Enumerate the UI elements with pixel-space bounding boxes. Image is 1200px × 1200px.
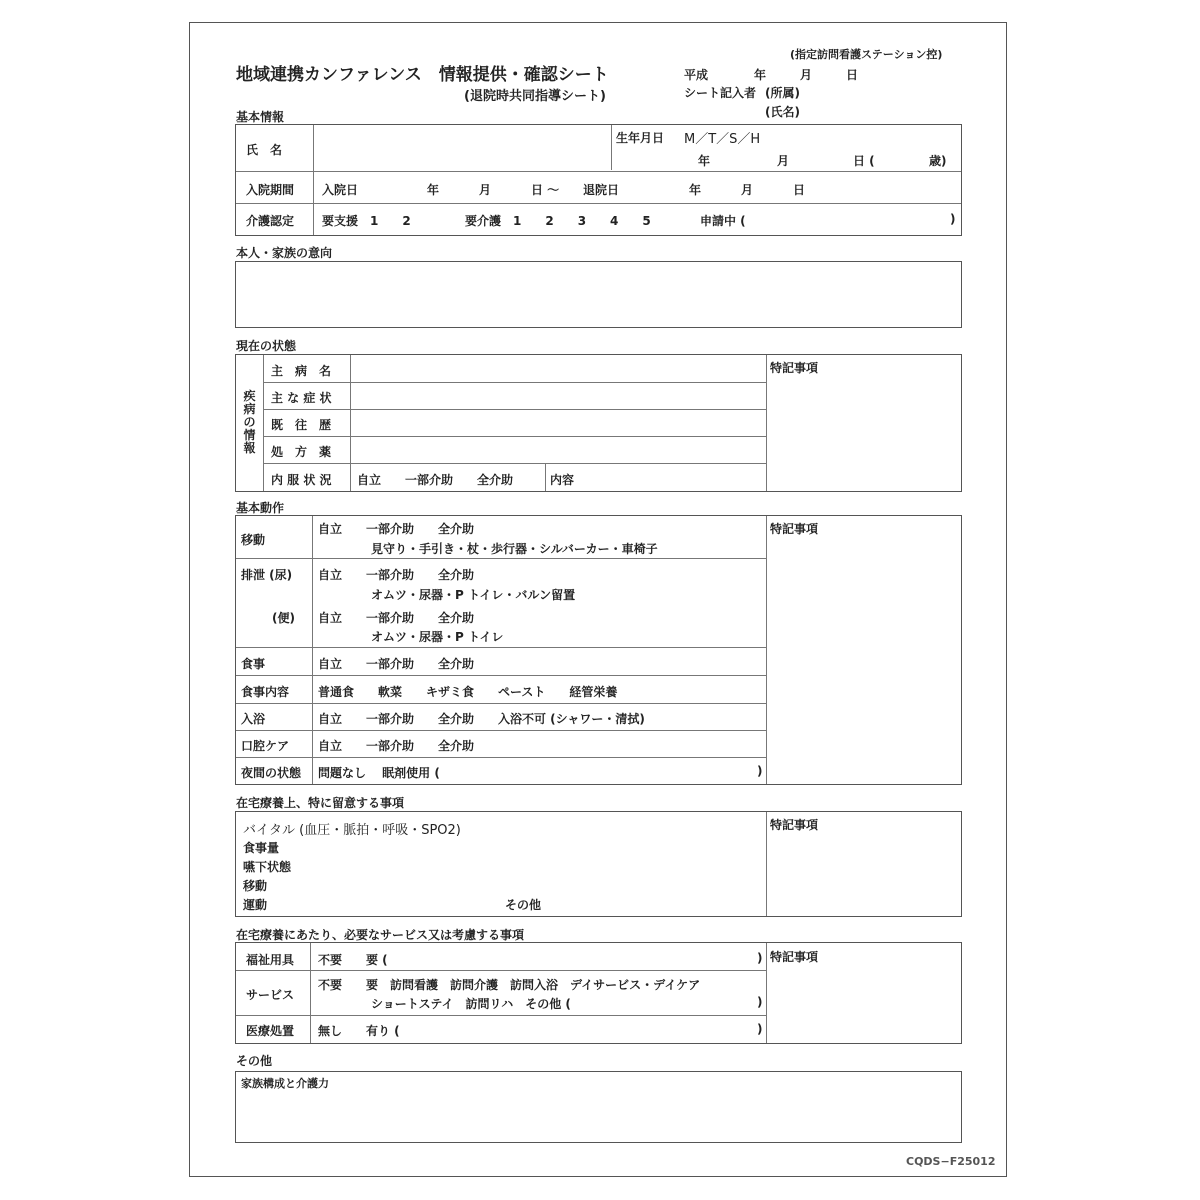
care-cert-label: 介護認定 — [246, 214, 295, 228]
medical-options[interactable]: 無し 有り ( — [318, 1024, 400, 1038]
intent-field[interactable] — [235, 261, 962, 328]
night-state-options[interactable]: 問題なし 眠剤使用 ( — [318, 766, 440, 780]
age-unit: 歳) — [929, 154, 947, 168]
birth-era-options[interactable]: M／T／S／H — [684, 132, 761, 147]
exercise-label: 運動 — [243, 898, 268, 912]
intent-heading: 本人・家族の意向 — [236, 246, 333, 260]
discharge-month: 月 — [741, 183, 754, 197]
vital-signs-label: バイタル (血圧・脈拍・呼吸・SPO2) — [243, 823, 461, 838]
stool-aids[interactable]: オムツ・尿器・P トイレ — [371, 630, 504, 644]
admit-label: 入院日 — [322, 183, 359, 197]
row-prescription: 処 方 薬 — [271, 445, 332, 459]
applying-close: ) — [950, 212, 956, 226]
medical-procedure-label: 医療処置 — [246, 1024, 295, 1038]
move-aids[interactable]: 見守り・手引き・杖・歩行器・シルバーカー・車椅子 — [371, 542, 658, 556]
excretion-stool-label: (便) — [272, 611, 295, 625]
home-care-notes-label: 特記事項 — [770, 818, 819, 832]
basic-info-heading: 基本情報 — [236, 110, 285, 124]
meal-content-label: 食事内容 — [241, 685, 290, 699]
welfare-options[interactable]: 不要 要 ( — [318, 953, 388, 967]
writer-name-label: (氏名) — [765, 105, 800, 119]
bath-options[interactable]: 自立 一部介助 全介助 入浴不可 (シャワー・清拭) — [318, 712, 645, 726]
date-day: 日 — [846, 68, 859, 82]
birth-month-unit: 月 — [777, 154, 790, 168]
medication-options[interactable]: 自立 一部介助 全介助 — [357, 473, 514, 487]
meal-label: 食事 — [241, 657, 266, 671]
birth-day-unit: 日 ( — [853, 154, 875, 168]
patient-name-field[interactable] — [318, 128, 606, 166]
form-code: CQDS−F25012 — [906, 1155, 996, 1168]
affiliation-label: (所属) — [765, 86, 800, 100]
home-care-heading: 在宅療養上、特に留意する事項 — [236, 796, 405, 810]
admit-year: 年 — [427, 183, 440, 197]
welfare-equipment-label: 福祉用具 — [246, 953, 295, 967]
admit-day: 日 〜 — [531, 183, 560, 197]
welfare-close: ) — [757, 951, 763, 965]
admit-month: 月 — [479, 183, 492, 197]
discharge-year: 年 — [689, 183, 702, 197]
meal-amount-label: 食事量 — [243, 841, 280, 855]
date-year: 年 — [754, 68, 767, 82]
writer-label: シート記入者 — [684, 86, 757, 100]
care-level-options[interactable]: 要介護 1 2 3 4 5 — [465, 214, 651, 228]
disease-info-side-label: 疾病の情報 — [243, 389, 256, 455]
discharge-label: 退院日 — [583, 183, 620, 197]
date-era: 平成 — [684, 68, 709, 82]
form-subtitle: (退院時共同指導シート) — [464, 89, 606, 104]
motion-heading: 基本動作 — [236, 501, 285, 515]
applying-option[interactable]: 申請中 ( — [700, 214, 746, 228]
row-medication-status: 内 服 状 況 — [271, 473, 332, 487]
medical-close: ) — [757, 1022, 763, 1036]
oral-care-options[interactable]: 自立 一部介助 全介助 — [318, 739, 475, 753]
family-care-label: 家族構成と介護力 — [241, 1077, 329, 1090]
name-label: 氏 名 — [246, 143, 283, 157]
date-month: 月 — [800, 68, 813, 82]
medication-detail-label: 内容 — [550, 473, 575, 487]
urine-aids[interactable]: オムツ・尿器・P トイレ・バルン留置 — [371, 588, 576, 602]
swallow-label: 嚥下状態 — [243, 860, 292, 874]
birth-year-unit: 年 — [698, 154, 711, 168]
other-heading: その他 — [236, 1054, 273, 1068]
service-options-line2[interactable]: ショートステイ 訪問リハ その他 ( — [371, 997, 571, 1011]
home-other-label: その他 — [505, 898, 542, 912]
support-level-options[interactable]: 要支援 1 2 — [322, 214, 411, 228]
night-state-label: 夜間の状態 — [241, 766, 302, 780]
bath-label: 入浴 — [241, 712, 266, 726]
meal-options[interactable]: 自立 一部介助 全介助 — [318, 657, 475, 671]
services-notes-label: 特記事項 — [770, 950, 819, 964]
current-notes-label: 特記事項 — [770, 361, 819, 375]
services-heading: 在宅療養にあたり、必要なサービス又は考慮する事項 — [236, 928, 525, 942]
oral-care-label: 口腔ケア — [241, 739, 290, 753]
motion-notes-label: 特記事項 — [770, 522, 819, 536]
service-close: ) — [757, 995, 763, 1009]
move-label: 移動 — [241, 533, 266, 547]
excretion-urine-label: 排泄 (尿) — [241, 568, 293, 582]
move-options[interactable]: 自立 一部介助 全介助 — [318, 522, 475, 536]
discharge-day: 日 — [793, 183, 806, 197]
urine-options[interactable]: 自立 一部介助 全介助 — [318, 568, 475, 582]
stay-period-label: 入院期間 — [246, 183, 295, 197]
stool-options[interactable]: 自立 一部介助 全介助 — [318, 611, 475, 625]
home-move-label: 移動 — [243, 879, 268, 893]
row-main-symptoms: 主 な 症 状 — [271, 391, 332, 405]
other-field[interactable] — [235, 1071, 962, 1143]
service-label: サービス — [246, 988, 295, 1002]
form-title: 地域連携カンファレンス 情報提供・確認シート — [236, 65, 609, 85]
row-main-disease: 主 病 名 — [271, 364, 332, 378]
current-heading: 現在の状態 — [236, 339, 297, 353]
current-state-table — [235, 354, 962, 492]
row-history: 既 往 歴 — [271, 418, 332, 432]
service-options-line1[interactable]: 不要 要 訪問看護 訪問介護 訪問入浴 デイサービス・デイケア — [318, 978, 701, 992]
birthdate-label: 生年月日 — [616, 131, 665, 145]
night-close: ) — [757, 764, 763, 778]
station-copy-note: (指定訪問看護ステーション控) — [790, 48, 943, 61]
meal-type-options[interactable]: 普通食 軟菜 キザミ食 ペースト 経管栄養 — [318, 685, 618, 699]
